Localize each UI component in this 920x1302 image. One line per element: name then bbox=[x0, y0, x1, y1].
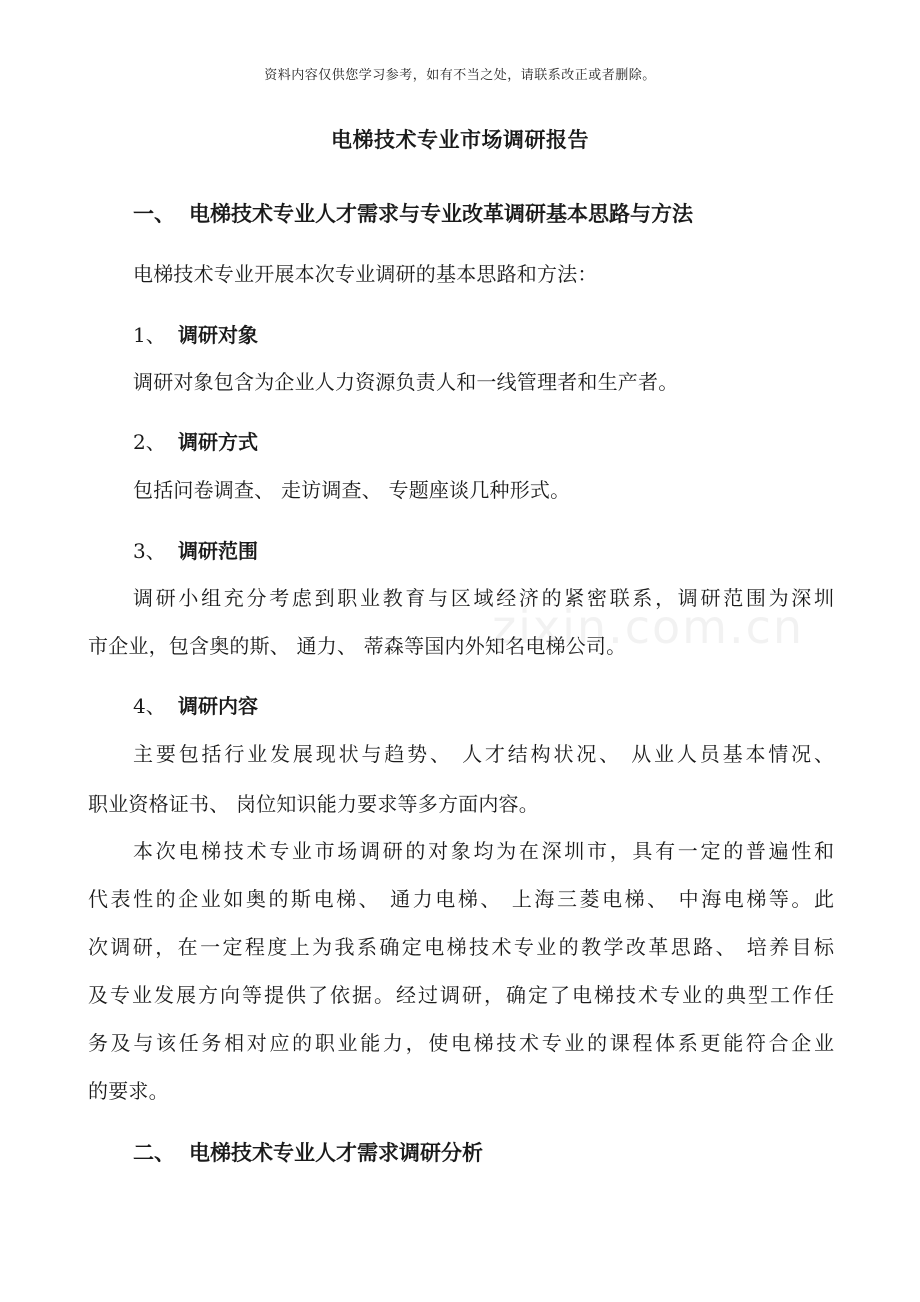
item-2-heading bbox=[133, 426, 258, 455]
item-4-text-line-2: 职业资格证书、 岗位知识能力要求等多方面内容。 bbox=[88, 792, 539, 816]
item-4-title: 调研内容 bbox=[178, 694, 258, 718]
section-2-number: 二、 bbox=[133, 1141, 175, 1165]
item-2-title: 调研方式 bbox=[178, 430, 258, 454]
section-1-title: 电梯技术专业人才需求与专业改革调研基本思路与方法 bbox=[189, 202, 693, 226]
item-1-heading bbox=[133, 319, 258, 348]
item-3-heading bbox=[133, 535, 258, 564]
document-title: 电梯技术专业市场调研报告 bbox=[331, 128, 589, 152]
summary-line-2: 代表性的企业如奥的斯电梯、 通力电梯、 上海三菱电梯、 中海电梯等。此 bbox=[88, 887, 834, 911]
summary-line-3: 次调研，在一定程度上为我系确定电梯技术专业的教学改革思路、 培养目标 bbox=[88, 935, 834, 959]
summary-line-5: 务及与该任务相对应的职业能力，使电梯技术专业的课程体系更能符合企业 bbox=[88, 1031, 834, 1055]
item-1-number: 1、 bbox=[133, 323, 166, 347]
item-3-title: 调研范围 bbox=[178, 539, 258, 563]
section-1-heading bbox=[133, 198, 693, 228]
disclaimer-header: 资料内容仅供您学习参考，如有不当之处，请联系改正或者删除。 bbox=[264, 68, 656, 83]
item-3-text-line-1: 调研小组充分考虑到职业教育与区域经济的紧密联系，调研范围为深圳 bbox=[133, 586, 834, 610]
summary-line-1: 本次电梯技术专业市场调研的对象均为在深圳市，具有一定的普遍性和 bbox=[133, 839, 834, 863]
summary-line-6: 的要求。 bbox=[88, 1079, 169, 1103]
section-2-title: 电梯技术专业人才需求调研分析 bbox=[189, 1141, 483, 1165]
item-2-number: 2、 bbox=[133, 430, 166, 454]
item-1-text: 调研对象包含为企业人力资源负责人和一线管理者和生产者。 bbox=[133, 370, 679, 394]
item-2-text: 包括问卷调查、 走访调查、 专题座谈几种形式。 bbox=[133, 478, 571, 502]
item-4-text-line-1: 主要包括行业发展现状与趋势、 人才结构状况、 从业人员基本情况、 bbox=[133, 742, 834, 766]
watermark: zixin.com.cn bbox=[492, 600, 805, 654]
section-2-heading bbox=[133, 1137, 483, 1167]
item-3-number: 3、 bbox=[133, 539, 166, 563]
item-3-text-line-2: 市企业，包含奥的斯、 通力、 蒂森等国内外知名电梯公司。 bbox=[88, 634, 627, 658]
item-1-title: 调研对象 bbox=[178, 323, 258, 347]
item-4-heading bbox=[133, 690, 258, 719]
section-1-intro: 电梯技术专业开展本次专业调研的基本思路和方法： bbox=[133, 262, 598, 286]
item-4-number: 4、 bbox=[133, 694, 166, 718]
section-1-number: 一、 bbox=[133, 202, 175, 226]
summary-line-4: 及专业发展方向等提供了依据。经过调研，确定了电梯技术专业的典型工作任 bbox=[88, 983, 834, 1007]
